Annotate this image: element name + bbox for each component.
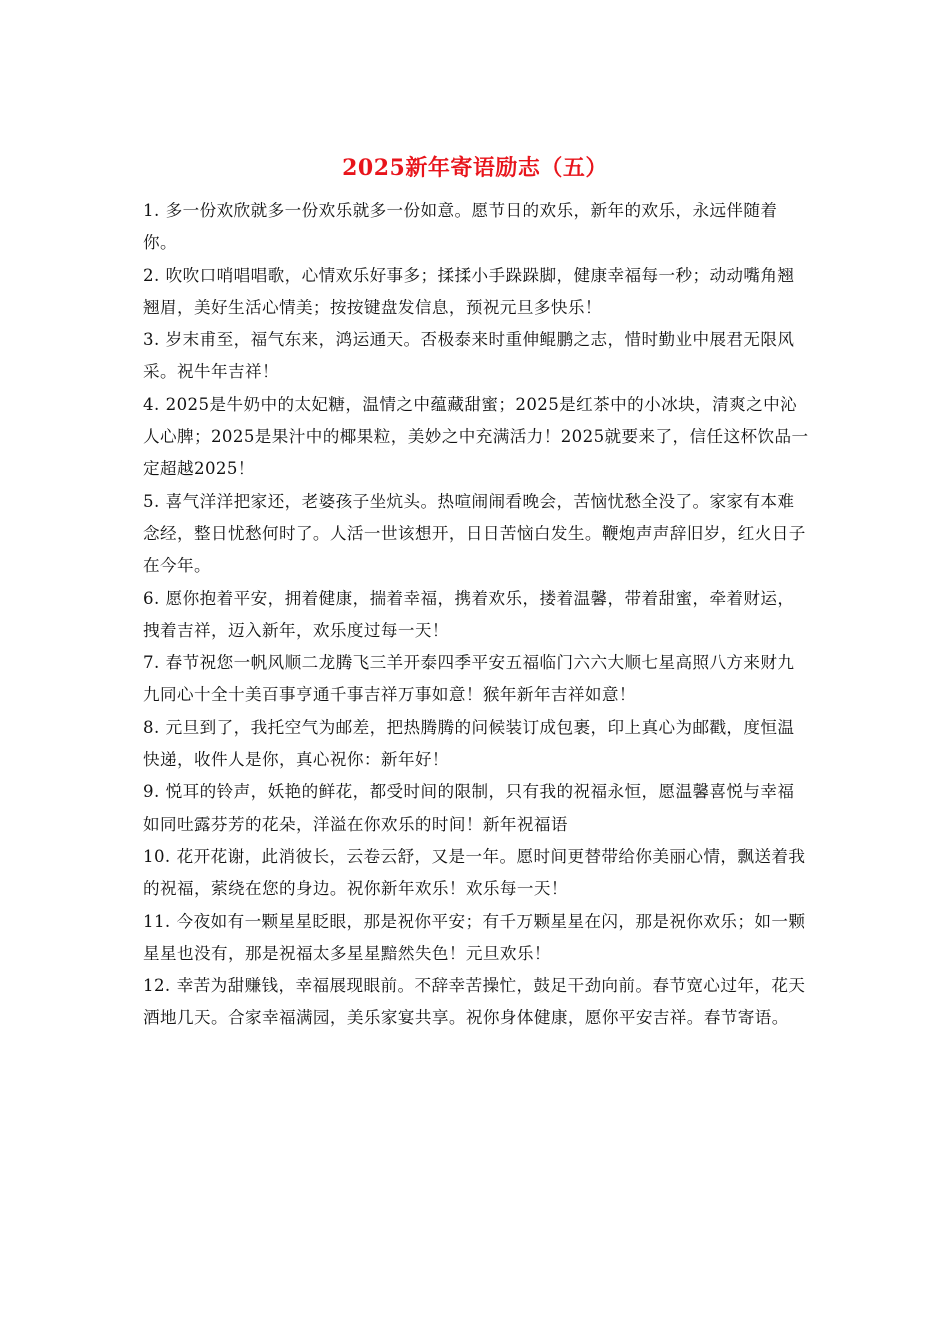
item-text: 元旦到了，我托空气为邮差，把热腾腾的问候装订成包裹，印上真心为邮戳，度恒温快递，收件人是你，真心祝你：新年好！ bbox=[143, 717, 795, 770]
document-body bbox=[143, 195, 811, 1035]
item-number: 3. bbox=[143, 330, 160, 350]
list-item bbox=[143, 841, 811, 906]
item-number: 8. bbox=[143, 717, 160, 737]
list-item bbox=[143, 776, 811, 841]
item-number: 2. bbox=[143, 265, 160, 285]
list-item bbox=[143, 583, 811, 648]
item-number: 11. bbox=[143, 911, 171, 931]
item-text: 喜气洋洋把家还，老婆孩子坐炕头。热喧闹闹看晚会，苦恼忧愁全没了。家家有本难念经，整日忧愁何时了。人活一世该想开，日日苦恼白发生。鞭炮声声辞旧岁，红火日子在今年。 bbox=[143, 491, 806, 576]
list-item bbox=[143, 260, 811, 325]
item-number: 5. bbox=[143, 491, 160, 511]
item-number: 7. bbox=[143, 653, 160, 673]
item-number: 10. bbox=[143, 846, 171, 866]
item-text: 多一份欢欣就多一份欢乐就多一份如意。愿节日的欢乐，新年的欢乐，永远伴随着你。 bbox=[143, 201, 778, 253]
list-item bbox=[143, 324, 811, 389]
item-number: 9. bbox=[143, 782, 160, 802]
list-item bbox=[143, 906, 811, 971]
item-number: 4. bbox=[143, 394, 160, 414]
list-item bbox=[143, 486, 811, 583]
list-item bbox=[143, 389, 811, 486]
item-text: 岁末甫至，福气东来，鸿运通天。否极泰来时重伸鲲鹏之志，惜时勤业中展君无限风采。祝牛年吉祥！ bbox=[143, 330, 795, 382]
list-item bbox=[143, 195, 811, 260]
item-text: 愿你抱着平安，拥着健康，揣着幸福，携着欢乐，搂着温馨，带着甜蜜，牵着财运，拽着吉祥，迈入新年，欢乐度过每一天！ bbox=[143, 588, 795, 640]
item-text: 悦耳的铃声，妖艳的鲜花，都受时间的限制，只有我的祝福永恒，愿温馨喜悦与幸福 如同吐露芬芳的花朵，洋溢在你欢乐的时间！新年祝福语 bbox=[143, 782, 795, 834]
list-item bbox=[143, 970, 811, 1035]
list-item bbox=[143, 647, 811, 712]
item-number: 6. bbox=[143, 588, 160, 608]
list-item bbox=[143, 712, 811, 777]
document-title: 2025新年寄语励志（五） bbox=[342, 155, 608, 181]
item-text: 吹吹口哨唱唱歌，心情欢乐好事多；揉揉小手跺跺脚，健康幸福每一秒；动动嘴角翘翘眉，美好生活心情美；按按键盘发信息，预祝元旦多快乐！ bbox=[143, 265, 795, 317]
item-text: 今夜如有一颗星星眨眼，那是祝你平安；有千万颗星星在闪，那是祝你欢乐；如一颗星星也没有，那是祝福太多星星黯然失色！元旦欢乐！ bbox=[143, 911, 806, 963]
item-number: 1. bbox=[143, 201, 160, 220]
item-text: 2025是牛奶中的太妃糖，温情之中蕴藏甜蜜；2025是红茶中的小冰块，清爽之中沁人心脾；2025是果汁中的椰果粒，美妙之中充满活力！2025就要来了，信任这杯饮品一定超越2025！ bbox=[143, 394, 809, 479]
item-number: 12. bbox=[143, 976, 171, 996]
item-text: 幸苦为甜赚钱，幸福展现眼前。不辞幸苦操忙，鼓足干劲向前。春节宽心过年，花天酒地几天。合家幸福满园，美乐家宴共享。祝你身体健康，愿你平安吉祥。春节寄语。 bbox=[143, 976, 806, 1028]
item-text: 春节祝您一帆风顺二龙腾飞三羊开泰四季平安五福临门六六大顺七星高照八方来财九九同心十全十美百事亨通千事吉祥万事如意！猴年新年吉祥如意！ bbox=[143, 653, 795, 705]
item-text: 花开花谢，此消彼长，云卷云舒，又是一年。愿时间更替带给你美丽心情，飘送着我的祝福，萦绕在您的身边。祝你新年欢乐！欢乐每一天！ bbox=[143, 846, 806, 899]
